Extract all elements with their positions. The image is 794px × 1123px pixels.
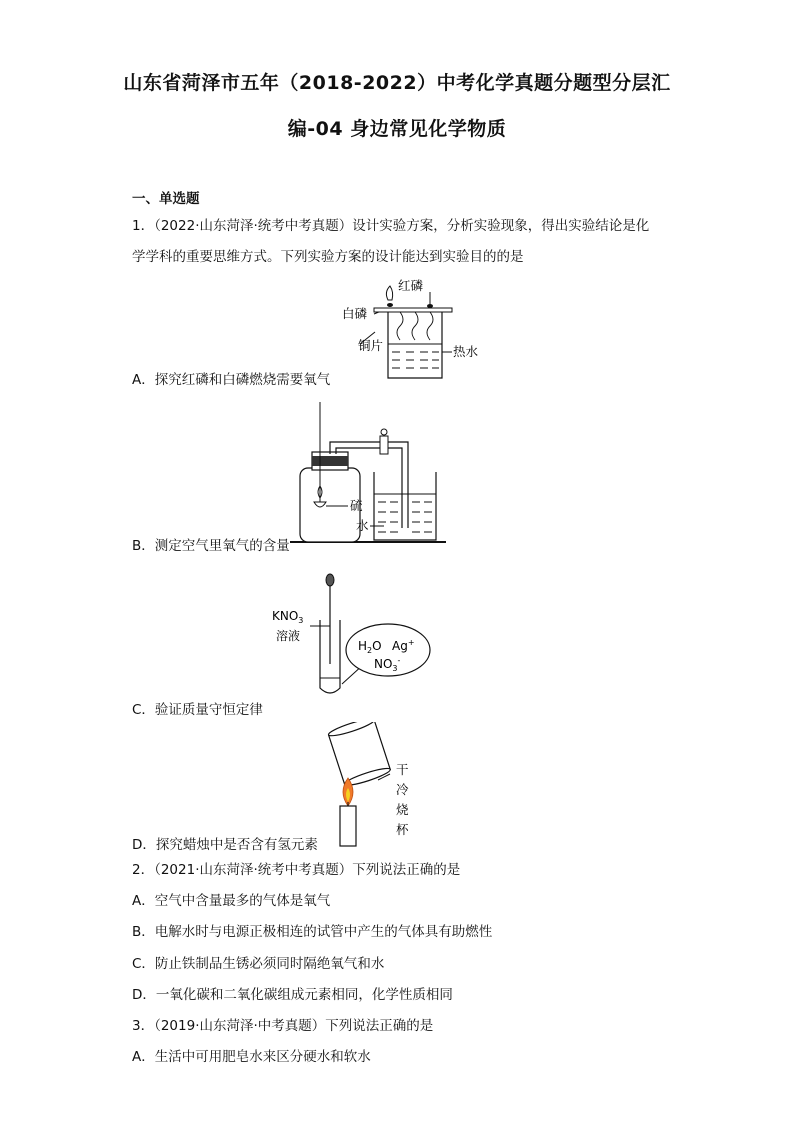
q1-option-a: A．探究红磷和白磷燃烧需要氧气: [132, 372, 331, 388]
section-heading: 一、单选题: [132, 191, 200, 207]
label-ag-sup: +: [407, 638, 415, 647]
q1-option-b: B．测定空气里氧气的含量: [132, 538, 290, 554]
label-kno3: KNO: [272, 609, 299, 623]
label-dry-3: 烧: [396, 802, 409, 817]
label-copper-sheet: 铜片: [358, 338, 384, 353]
label-water: 水: [356, 518, 369, 533]
label-no3-sup: -: [397, 656, 401, 665]
q2-option-c: C．防止铁制品生锈必须同时隔绝氧气和水: [132, 956, 385, 972]
label-no3: NO: [374, 657, 393, 671]
label-dry-4: 杯: [396, 822, 409, 837]
figure-mass-conservation: [268, 572, 438, 702]
label-dry-1: 干: [396, 762, 409, 777]
svg-text:KNO3: [272, 609, 303, 625]
label-dry-2: 冷: [396, 782, 409, 797]
q3-stem: 3．（2019·山东菏泽·中考真题）下列说法正确的是: [132, 1018, 434, 1034]
q3-option-a: A．生活中可用肥皂水来区分硬水和软水: [132, 1049, 371, 1065]
label-h2o: H: [358, 639, 368, 653]
q1-stem-line2: 学学科的重要思维方式。下列实验方案的设计能达到实验目的的是: [132, 249, 524, 265]
label-sulfur: 硫: [350, 498, 363, 513]
q1-option-d: D．探究蜡烛中是否含有氢元素: [132, 837, 318, 853]
q2-stem: 2．（2021·山东菏泽·统考中考真题）下列说法正确的是: [132, 862, 461, 878]
doc-title-line2: 编-04 身边常见化学物质: [287, 118, 507, 140]
label-white-phosphorus: 白磷: [342, 306, 368, 321]
label-red-phosphorus: 红磷: [398, 278, 424, 293]
figure-candle-hydrogen: [320, 722, 420, 850]
svg-text:NO3-: [374, 656, 401, 673]
q1-stem-line1: 1．（2022·山东菏泽·统考中考真题）设计实验方案，分析实验现象，得出实验结论是化: [132, 218, 650, 234]
label-ag: Ag: [392, 639, 408, 653]
q2-option-d: D．一氧化碳和二氧化碳组成元素相同，化学性质相同: [132, 987, 453, 1003]
q2-option-b: B．电解水时与电源正极相连的试管中产生的气体具有助燃性: [132, 924, 493, 940]
doc-title-line1: 山东省菏泽市五年（2018-2022）中考化学真题分题型分层汇: [123, 72, 671, 94]
label-h2o-o: O: [372, 639, 382, 653]
label-no3-sub: 3: [392, 664, 398, 673]
label-kno3-sub: 3: [298, 616, 304, 625]
q2-option-a: A．空气中含量最多的气体是氧气: [132, 893, 331, 909]
figure-phosphorus-combustion: [330, 274, 500, 384]
label-solution: 溶液: [276, 629, 301, 643]
label-h2o-sub: 2: [367, 646, 373, 655]
q1-option-c: C．验证质量守恒定律: [132, 702, 263, 718]
figure-oxygen-content-apparatus: [290, 402, 450, 550]
label-hot-water: 热水: [453, 344, 479, 359]
